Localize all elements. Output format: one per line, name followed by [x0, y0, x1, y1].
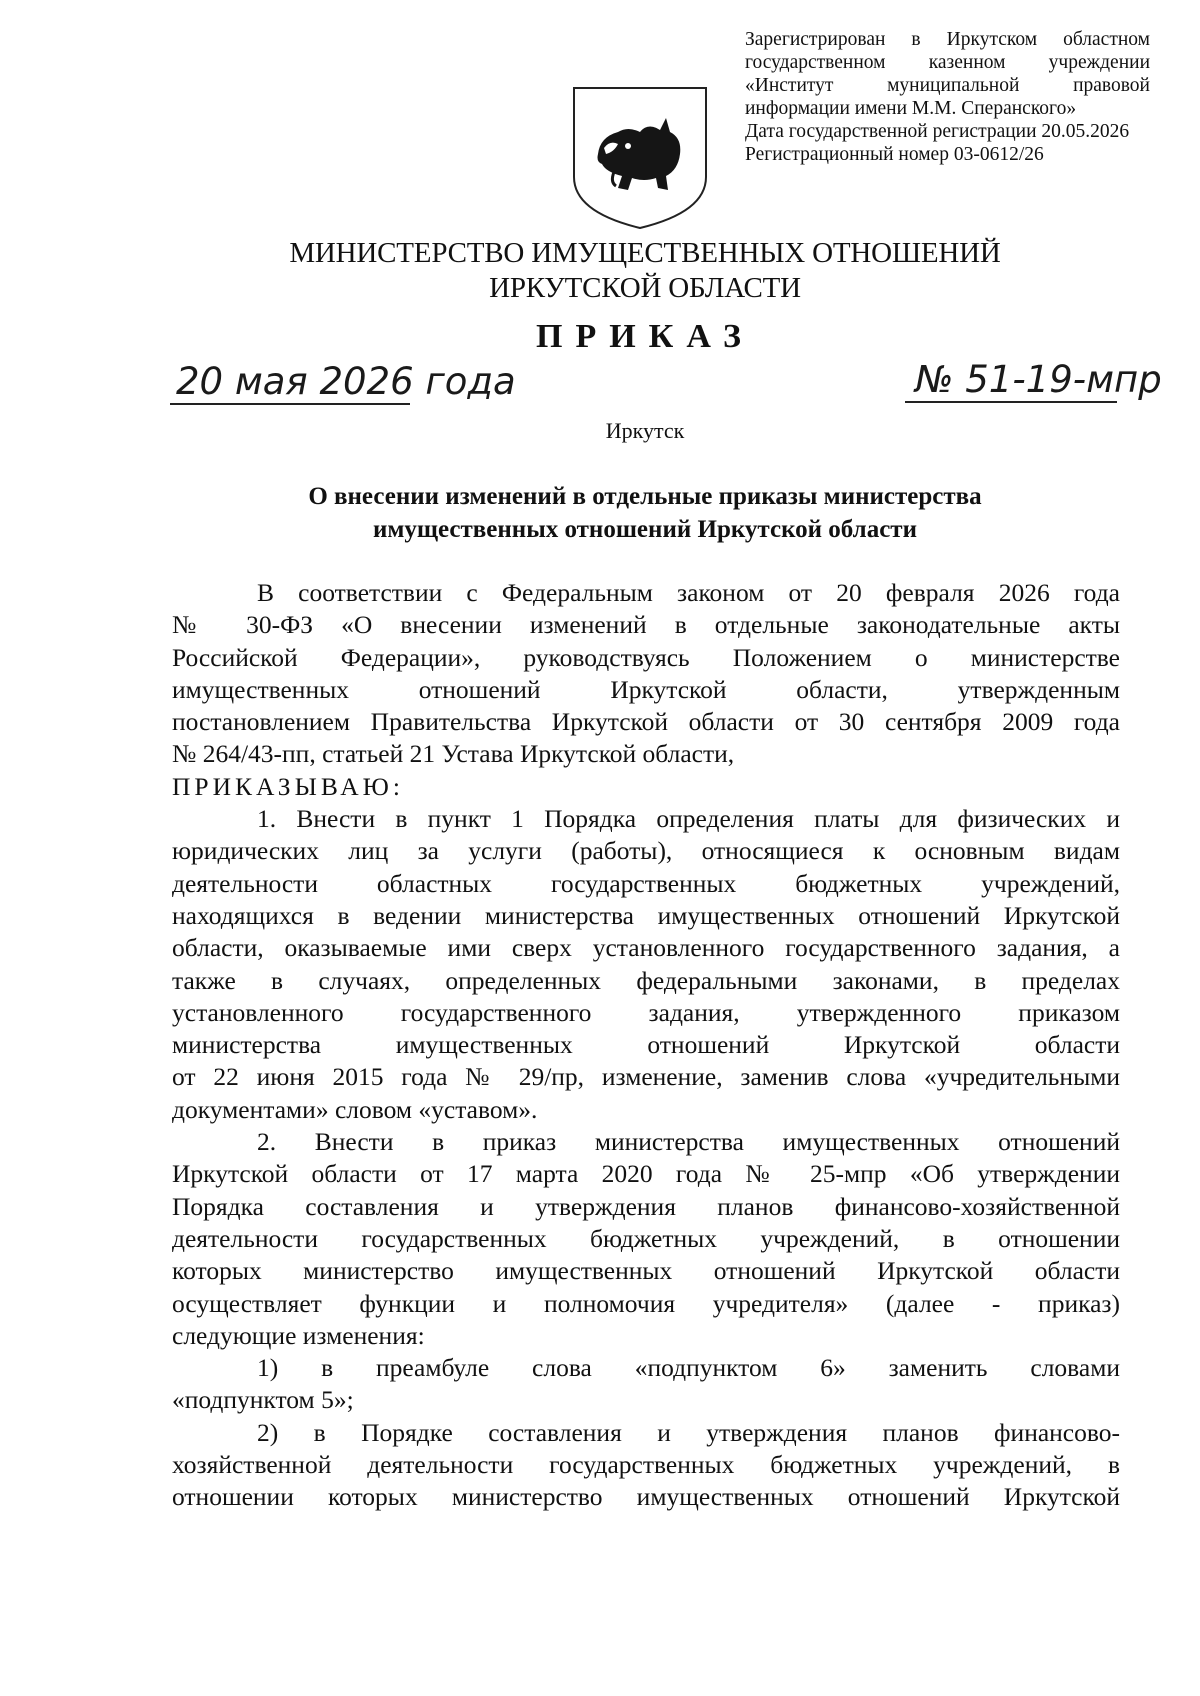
body-line: 2. Внести в приказ министерства имущественных отношений: [257, 1127, 1120, 1157]
registration-line: Дата государственной регистрации 20.05.2026: [745, 121, 1130, 142]
registration-line: «Институт муниципальной правовой: [745, 75, 1150, 96]
body-line: документами» словом «уставом».: [172, 1094, 538, 1124]
body-line: которых министерство имущественных отношений Иркутской области: [172, 1256, 1120, 1286]
registration-line: информации имени М.М. Сперанского»: [745, 98, 1077, 119]
document-subject: [0, 480, 1200, 546]
body-line: также в случаях, определенных федеральными законами, в пределах: [172, 965, 1120, 995]
body-line: от 22 июня 2015 года № 29/пр, изменение, заменив слова «учредительными: [172, 1062, 1120, 1092]
registration-line: государственном казенном учреждении: [745, 52, 1150, 73]
body-line: № 264/43-пп, статьей 21 Устава Иркутской области,: [172, 739, 735, 769]
body-line: хозяйственной деятельности государственных бюджетных учреждений, в: [172, 1450, 1120, 1480]
body-line: установленного государственного задания, утвержденного приказом: [172, 997, 1120, 1027]
body-line: отношении которых министерство имущественных отношений Иркутской: [172, 1482, 1120, 1512]
date-underline: [170, 403, 410, 405]
registration-line: Зарегистрирован в Иркутском областном: [745, 29, 1150, 50]
body-line: деятельности областных государственных бюджетных учреждений,: [172, 868, 1120, 898]
body-line: постановлением Правительства Иркутской области от 30 сентября 2009 года: [172, 707, 1120, 737]
body-line: 1) в преамбуле слова «подпунктом 6» заменить словами: [257, 1353, 1120, 1383]
ministry-name-line: ИРКУТСКОЙ ОБЛАСТИ: [489, 272, 801, 304]
body-line: Порядка составления и утверждения планов финансово-хозяйственной: [172, 1191, 1120, 1221]
document-body: [172, 577, 1120, 1514]
body-line: юридических лиц за услуги (работы), относящиеся к основным видам: [172, 836, 1120, 866]
body-line: осуществляет функции и полномочия учредителя» (далее - приказ): [172, 1288, 1120, 1318]
body-line: В соответствии с Федеральным законом от 20 февраля 2026 года: [257, 578, 1120, 607]
city-name: Иркутск: [605, 418, 685, 443]
ministry-name-line: МИНИСТЕРСТВО ИМУЩЕСТВЕННЫХ ОТНОШЕНИЙ: [289, 237, 1001, 269]
document-type: ПРИКАЗ: [536, 318, 754, 355]
subject-line: имущественных отношений Иркутской области: [372, 516, 917, 543]
handwritten-date: 20 мая 2026 года: [176, 360, 516, 403]
body-line: министерства имущественных отношений Иркутской области: [172, 1030, 1120, 1060]
body-line: имущественных отношений Иркутской области, утвержденным: [172, 674, 1120, 704]
body-line: деятельности государственных бюджетных учреждений, в отношении: [172, 1223, 1120, 1253]
coat-of-arms-icon: [570, 82, 710, 232]
body-line: № 30-ФЗ «О внесении изменений в отдельные законодательные акты: [172, 610, 1120, 640]
subject-line: О внесении изменений в отдельные приказы министерства: [308, 483, 982, 510]
body-line: «подпунктом 5»;: [172, 1385, 354, 1415]
body-line: следующие изменения:: [172, 1320, 425, 1350]
body-line: области, оказываемые ими сверх установленного государственного задания, а: [172, 933, 1120, 963]
handwritten-number: № 51-19-мпр: [915, 358, 1162, 401]
body-line: 2) в Порядке составления и утверждения планов финансово-: [257, 1417, 1120, 1447]
number-underline: [905, 401, 1117, 403]
registration-line: Регистрационный номер 03-0612/26: [745, 144, 1044, 165]
ministry-name: [0, 236, 1200, 306]
registration-stamp: [745, 28, 1150, 166]
body-line: Иркутской области от 17 марта 2020 года № 25-мпр «Об утверждении: [172, 1159, 1120, 1189]
body-line: ПРИКАЗЫВАЮ:: [172, 771, 404, 801]
body-line: 1. Внести в пункт 1 Порядка определения платы для физических и: [257, 804, 1120, 834]
body-line: Российской Федерации», руководствуясь Положением о министерстве: [172, 642, 1120, 672]
body-line: находящихся в ведении министерства имущественных отношений Иркутской: [172, 900, 1120, 930]
